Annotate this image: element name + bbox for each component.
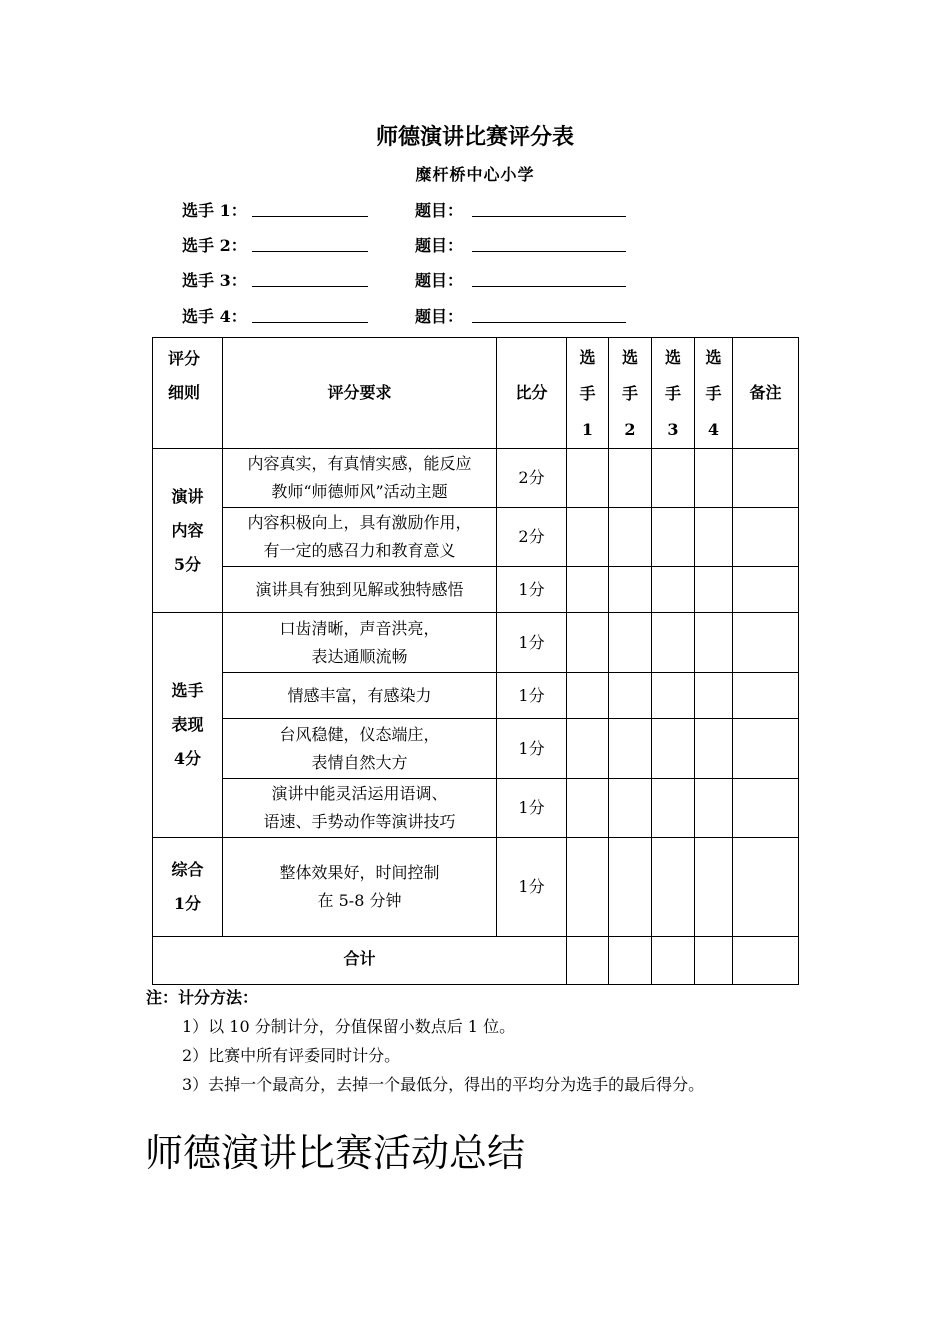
score-cell[interactable] [567,613,609,673]
score-cell[interactable] [652,719,695,779]
document-title: 师德演讲比赛评分表 [375,124,574,150]
score-cell[interactable] [695,673,733,719]
total-score-cell[interactable] [652,937,695,985]
table-row [153,613,799,673]
requirement-cell: 口齿清晰，声音洪亮， 表达通顺流畅 [223,613,497,673]
points-cell: 1分 [497,779,567,838]
requirement-cell: 整体效果好，时间控制 在 5-8 分钟 [223,838,497,937]
requirement-cell: 台风稳健，仪态端庄， 表情自然大方 [223,719,497,779]
table-row [153,673,799,719]
total-score-cell[interactable] [609,937,652,985]
score-cell[interactable] [567,567,609,613]
total-label: 合计 [153,937,567,985]
score-cell[interactable] [652,449,695,508]
category-cell: 综合 1分 [153,838,223,937]
score-cell[interactable] [652,838,695,937]
score-cell[interactable] [567,838,609,937]
score-cell[interactable] [695,508,733,567]
notes-heading: 注：计分方法： [146,988,259,1007]
score-cell[interactable] [652,613,695,673]
score-cell[interactable] [567,449,609,508]
score-cell[interactable] [567,779,609,838]
school-name: 糜杆桥中心小学 [415,165,535,184]
remark-cell[interactable] [733,838,799,937]
score-cell[interactable] [609,838,652,937]
note-item: 1）以 10 分制计分，分值保留小数点后 1 位。 [182,1017,516,1036]
table-header-row [153,338,799,449]
score-cell[interactable] [652,779,695,838]
header-category: 评分 细则 [153,338,223,449]
category-cell: 演讲 内容 5分 [153,449,223,613]
table-row [153,779,799,838]
score-cell[interactable] [695,449,733,508]
table-row [153,719,799,779]
requirement-cell: 演讲具有独到见解或独特感悟 [223,567,497,613]
topic-label: 题目： [415,236,464,255]
remark-cell[interactable] [733,937,799,985]
total-score-cell[interactable] [695,937,733,985]
score-cell[interactable] [609,613,652,673]
score-cell[interactable] [609,449,652,508]
score-cell[interactable] [567,508,609,567]
requirement-cell: 情感丰富，有感染力 [223,673,497,719]
remark-cell[interactable] [733,508,799,567]
score-cell[interactable] [567,719,609,779]
header-player-4: 选 手 4 [695,338,733,449]
header-remarks: 备注 [733,338,799,449]
score-cell[interactable] [695,779,733,838]
points-cell: 2分 [497,449,567,508]
score-cell[interactable] [695,838,733,937]
score-cell[interactable] [609,779,652,838]
table-row [153,508,799,567]
note-item: 2）比赛中所有评委同时计分。 [182,1046,401,1065]
remark-cell[interactable] [733,673,799,719]
points-cell: 1分 [497,719,567,779]
requirement-cell: 演讲中能灵活运用语调、 语速、手势动作等演讲技巧 [223,779,497,838]
score-cell[interactable] [652,567,695,613]
total-row [153,937,799,985]
score-cell[interactable] [609,508,652,567]
header-requirement: 评分要求 [223,338,497,449]
scoring-table [152,337,799,985]
score-cell[interactable] [567,673,609,719]
table-row [153,449,799,508]
points-cell: 2分 [497,508,567,567]
total-score-cell[interactable] [567,937,609,985]
header-player-3: 选 手 3 [652,338,695,449]
score-cell[interactable] [695,613,733,673]
requirement-cell: 内容真实，有真情实感，能反应 教师“师德师风”活动主题 [223,449,497,508]
player-label: 选手 3： [182,271,247,290]
remark-cell[interactable] [733,719,799,779]
points-cell: 1分 [497,567,567,613]
remark-cell[interactable] [733,779,799,838]
topic-blank[interactable] [472,251,626,252]
table-row [153,838,799,937]
topic-label: 题目： [415,307,464,326]
player-blank[interactable] [252,322,368,323]
topic-blank[interactable] [472,286,626,287]
score-cell[interactable] [652,673,695,719]
score-cell[interactable] [609,673,652,719]
score-cell[interactable] [695,567,733,613]
remark-cell[interactable] [733,567,799,613]
header-points: 比分 [497,338,567,449]
summary-title: 师德演讲比赛活动总结 [145,1131,526,1175]
player-blank[interactable] [252,251,368,252]
category-cell: 选手 表现 4分 [153,613,223,838]
requirement-cell: 内容积极向上，具有激励作用， 有一定的感召力和教育意义 [223,508,497,567]
score-cell[interactable] [695,719,733,779]
player-blank[interactable] [252,216,368,217]
player-label: 选手 1： [182,201,247,220]
remark-cell[interactable] [733,613,799,673]
topic-label: 题目： [415,271,464,290]
header-player-2: 选 手 2 [609,338,652,449]
points-cell: 1分 [497,673,567,719]
topic-blank[interactable] [472,322,626,323]
topic-blank[interactable] [472,216,626,217]
note-item: 3）去掉一个最高分，去掉一个最低分，得出的平均分为选手的最后得分。 [182,1075,705,1094]
player-label: 选手 4： [182,307,247,326]
player-label: 选手 2： [182,236,247,255]
topic-label: 题目： [415,201,464,220]
points-cell: 1分 [497,838,567,937]
table-row [153,567,799,613]
score-cell[interactable] [609,567,652,613]
score-cell[interactable] [609,719,652,779]
remark-cell[interactable] [733,449,799,508]
points-cell: 1分 [497,613,567,673]
player-blank[interactable] [252,286,368,287]
header-player-1: 选 手 1 [567,338,609,449]
score-cell[interactable] [652,508,695,567]
